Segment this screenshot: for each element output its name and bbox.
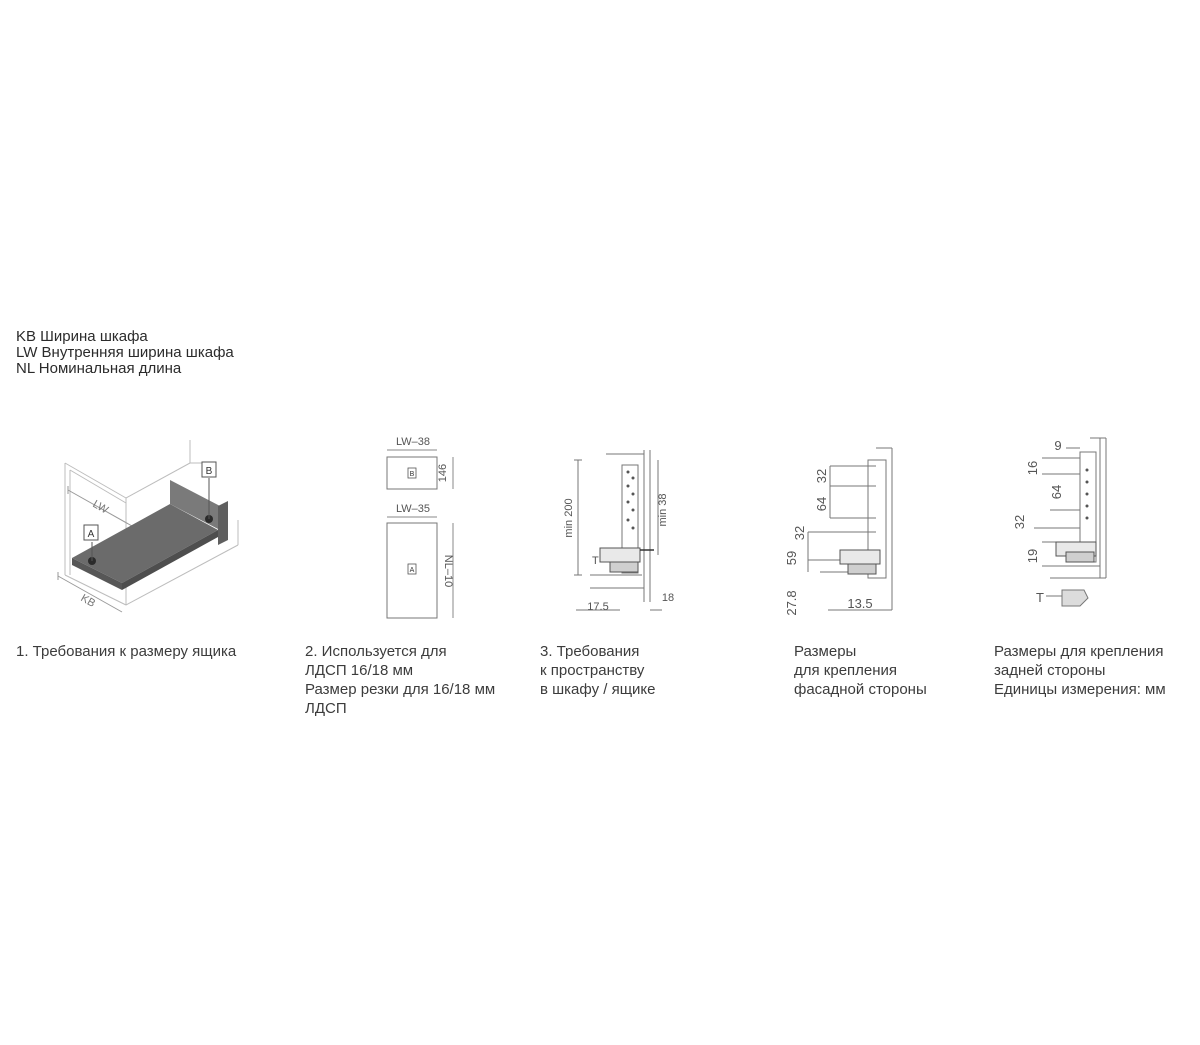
dim-27-8: 27.8	[784, 590, 799, 616]
dim-32-lower: 32	[792, 525, 807, 541]
fig2-caption-line: Размер резки для 16/18 мм	[305, 681, 496, 698]
fig5-caption-line: Размеры для крепления	[994, 643, 1164, 660]
dim-32: 32	[1012, 514, 1027, 530]
panel-b-label: B	[409, 471, 415, 478]
top-height-dim: 146	[437, 463, 449, 483]
t-dim: T	[1036, 590, 1044, 605]
legend-lw: LW Внутренняя ширина шкафа	[16, 344, 234, 361]
fig2-caption-line: ЛДСП	[305, 700, 347, 717]
t-dim: T	[592, 555, 599, 567]
min38-dim: min 38	[657, 493, 669, 527]
marker-a-label: A	[87, 529, 95, 540]
dim-9: 9	[1054, 438, 1062, 453]
fig2-caption-line: ЛДСП 16/18 мм	[305, 662, 414, 679]
dim-16: 16	[1025, 460, 1040, 476]
fig3-caption-line: к пространству	[540, 662, 645, 679]
rear-mounting-diagram	[1010, 430, 1120, 620]
fig3-caption-line: в шкафу / ящике	[540, 681, 656, 698]
fig5-caption-line: задней стороны	[994, 662, 1106, 679]
dim-17-5: 17.5	[587, 601, 609, 613]
fig3-caption-line: 3. Требования	[540, 643, 640, 660]
legend-kb: KB Ширина шкафа	[16, 328, 148, 345]
bottom-width-dim: LW–35	[395, 503, 431, 515]
lw-label: LW	[90, 498, 111, 517]
fig3-caption	[540, 642, 656, 699]
dim-32-upper: 32	[814, 468, 829, 484]
dim-64: 64	[814, 496, 829, 512]
fig4-caption-line: фасадной стороны	[794, 681, 927, 698]
front-mounting-diagram	[780, 440, 915, 620]
dim-59: 59	[784, 550, 799, 566]
fig1-caption: 1. Требования к размеру ящика	[16, 643, 237, 660]
legend-nl: NL Номинальная длина	[16, 360, 182, 377]
space-requirements-diagram	[540, 440, 690, 620]
dim-18: 18	[661, 592, 675, 604]
fig5-caption	[994, 642, 1166, 699]
dim-19: 19	[1025, 548, 1040, 564]
drawer-cabinet-diagram	[40, 380, 280, 620]
legend	[16, 329, 234, 377]
fig2-caption	[305, 642, 495, 718]
dim-13-5: 13.5	[847, 596, 873, 611]
top-width-dim: LW–38	[395, 436, 431, 448]
panel-cut-diagram	[375, 430, 475, 630]
panel-a-label: A	[409, 567, 415, 574]
fig2-caption-line: 2. Используется для	[305, 643, 447, 660]
fig5-caption-line: Единицы измерения: мм	[994, 681, 1166, 698]
fig4-caption	[794, 642, 927, 699]
fig4-caption-line: Размеры	[794, 643, 857, 660]
kb-label: KB	[78, 592, 98, 610]
fig4-caption-line: для крепления	[794, 662, 898, 679]
bottom-length-dim: NL–10	[442, 554, 454, 588]
dim-64: 64	[1049, 484, 1064, 500]
marker-b-label: B	[205, 466, 213, 477]
min200-dim: min 200	[563, 498, 575, 538]
